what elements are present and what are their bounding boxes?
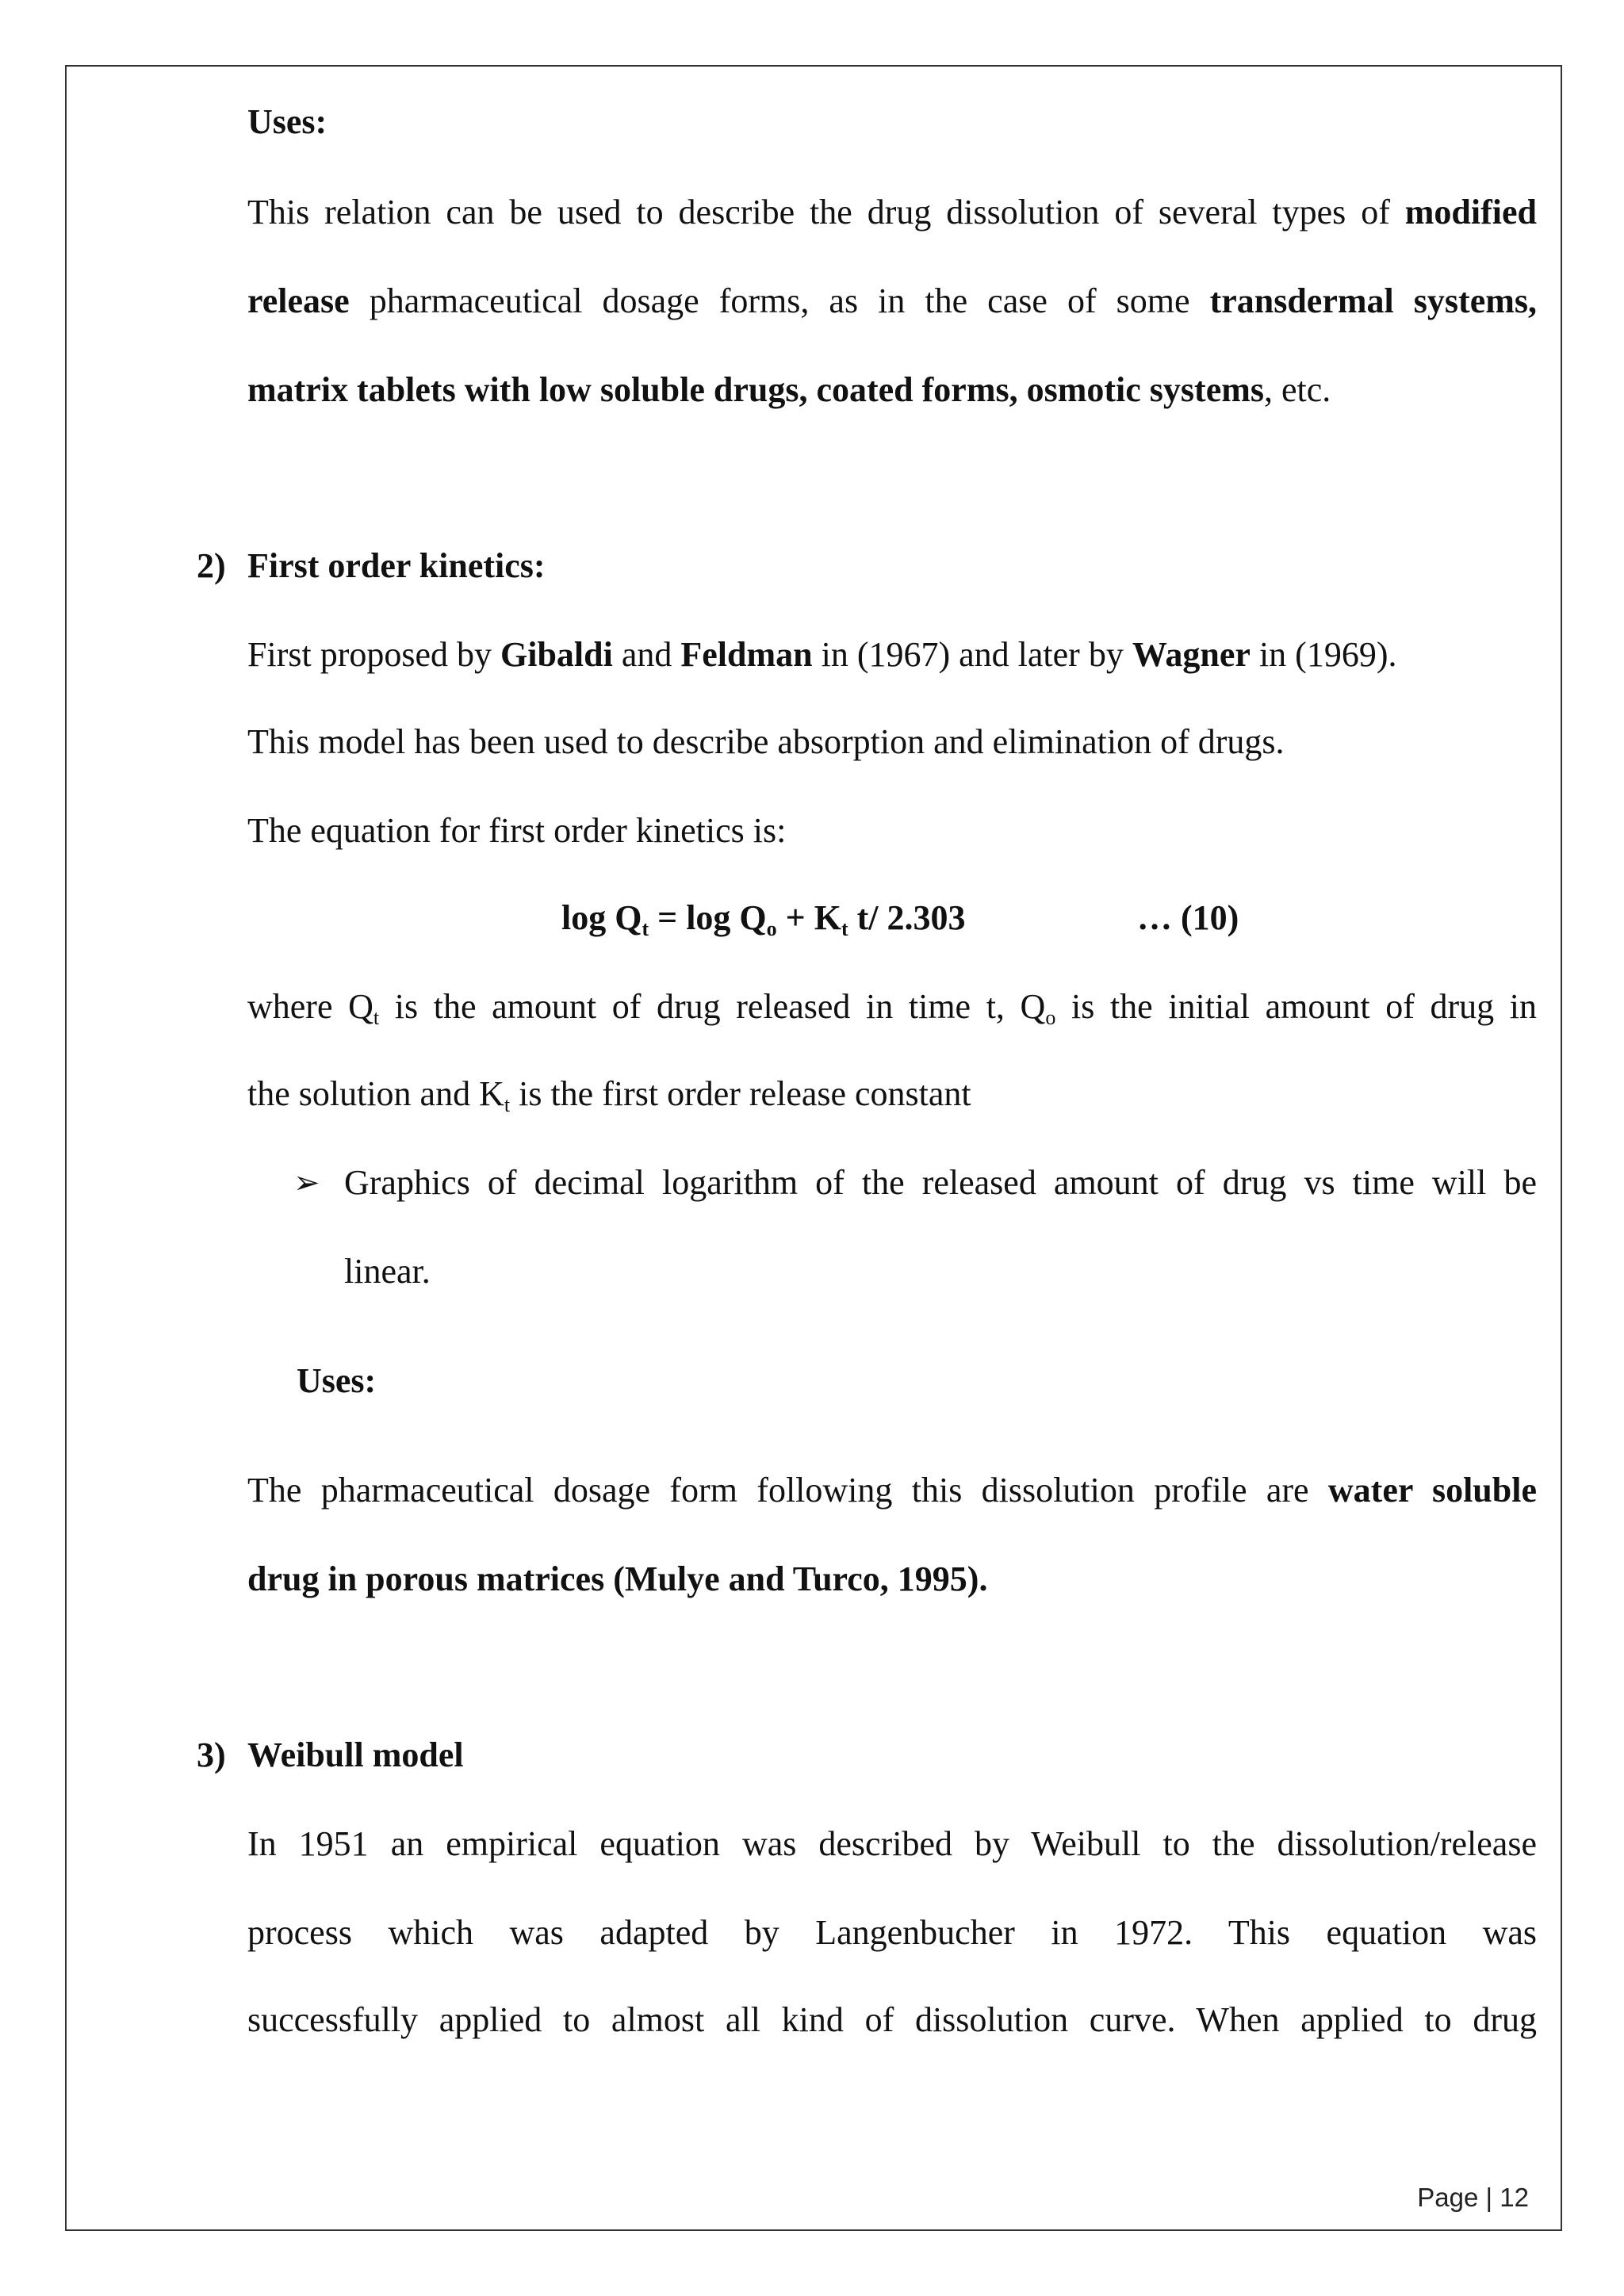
uses-heading-2: Uses: (297, 1361, 377, 1400)
section2-line1: First proposed by Gibaldi and Feldman in (1967) and later by Wagner in (1969). (247, 635, 1397, 674)
equation-number: … (10) (1137, 898, 1239, 937)
page-separator: | (1485, 2183, 1493, 2212)
section3-line2: process which was adapted by Langenbucher in 1972. This equation was (247, 1913, 1537, 1952)
uses-heading-1: Uses: (247, 102, 327, 141)
para1-line3: matrix tablets with low soluble drugs, coated forms, osmotic systems, etc. (247, 370, 1331, 409)
page-label: Page (1417, 2183, 1479, 2212)
uses2-line2: drug in porous matrices (Mulye and Turco, 1995). (247, 1559, 988, 1598)
bullet-line1: Graphics of decimal logarithm of the released amount of drug vs time will be (344, 1163, 1537, 1202)
bullet-line2: linear. (344, 1252, 431, 1291)
page-footer (1417, 2182, 1529, 2214)
section2-line2: This model has been used to describe absorption and elimination of drugs. (247, 722, 1285, 761)
uses2-line1: The pharmaceutical dosage form following this dissolution profile are water soluble (247, 1471, 1538, 1510)
section3-title: Weibull model (247, 1735, 464, 1774)
section3-number: 3) (197, 1735, 226, 1774)
para1-line2: release pharmaceutical dosage forms, as in the case of some transdermal systems, (247, 281, 1537, 320)
section3-line1: In 1951 an empirical equation was described by Weibull to the dissolution/release (247, 1824, 1537, 1863)
para1-line1: This relation can be used to describe the drug dissolution of several types of modified (247, 193, 1537, 232)
equation: $\log Q_t = \log Q_o + K_t$ t/ 2.303 (561, 898, 966, 940)
section2-where-line2: the solution and $K_t$ is the first order release constant (247, 1074, 971, 1116)
section2-number: 2) (197, 546, 226, 585)
arrow-bullet-icon: ➢ (293, 1165, 320, 1200)
section2-line3: The equation for first order kinetics is: (247, 811, 787, 850)
section2-where-line1: where $Q_t$ is the amount of drug released in time t, $Q_o$ is the initial amount of drug in (247, 987, 1537, 1029)
section2-title: First order kinetics: (247, 546, 546, 585)
section3-line3: successfully applied to almost all kind of dissolution curve. When applied to drug (247, 2000, 1537, 2039)
page-number: 12 (1500, 2183, 1529, 2212)
